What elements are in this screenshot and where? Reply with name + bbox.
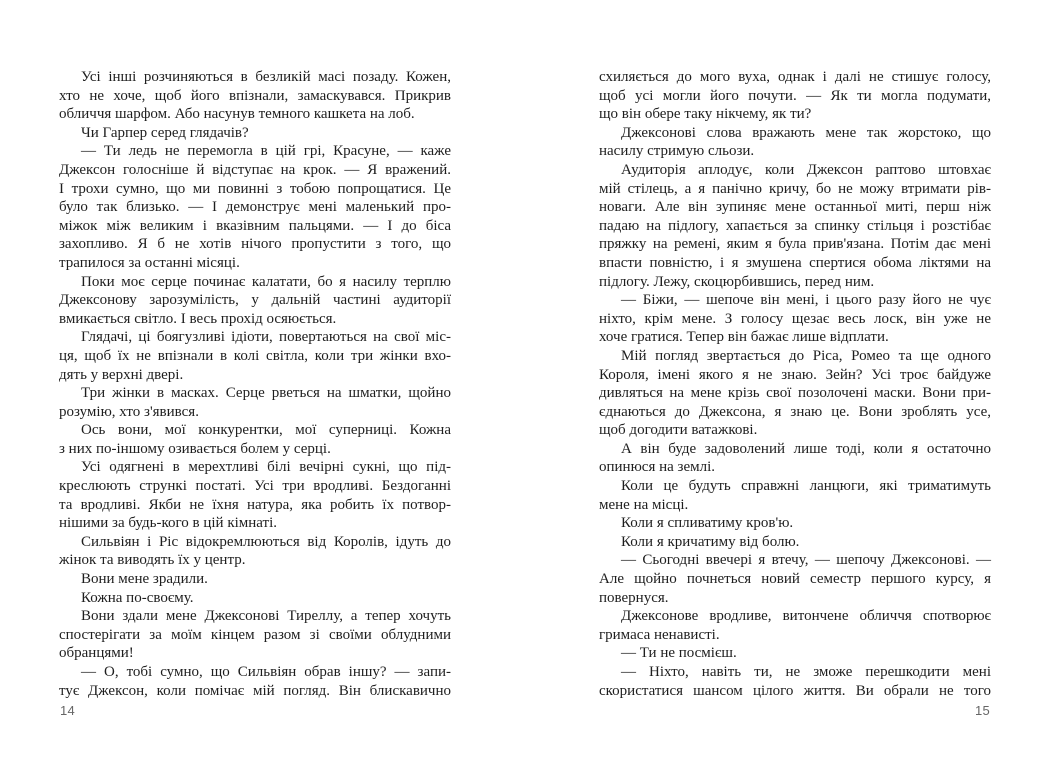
text-line: мене на місці. xyxy=(599,496,689,513)
text-line: Усі інші розчиняються в безликій масі позаду. Кожен, xyxy=(81,69,451,85)
text-line: Вони мене зрадили. xyxy=(81,571,208,588)
text-line: Сильвіян і Ріс відокремлюються від Королів, ідуть до xyxy=(81,533,451,550)
text-line: Джексонове вродливе, витончене обличчя спотворює xyxy=(621,608,991,625)
text-line: Джексон голосніше й відступає на крок. — Я вражений. xyxy=(59,161,451,178)
text-line: дять у верхні двері. xyxy=(59,366,184,383)
text-line: обличчя шарфом. Або насунув темного кашкета на лоб. xyxy=(59,106,415,123)
text-line: вмикається світло. І весь прохід осяюється. xyxy=(59,310,337,327)
text-line: хто не хоче, щоб його впізнали, замаскувався. Прикрив xyxy=(59,87,451,104)
text-line: А він буде задоволений лише тоді, коли я остаточно xyxy=(621,440,991,457)
text-line: скористатися шансом цілого життя. Ви обрали не того xyxy=(599,682,991,699)
text-line: — Біжи, — шепоче він мені, і цього разу його не чує xyxy=(621,292,991,309)
text-line: Коли я кричатиму від болю. xyxy=(621,533,800,550)
text-line: хоче гратися. Тепер він бажає лише відплати. xyxy=(599,329,889,346)
text-line: повернуся. xyxy=(599,589,669,606)
text-line: було так близько. — І демонструє мені маленький про- xyxy=(59,199,451,216)
text-line: щоб усі могли його почути. — Як ти могла подумати, xyxy=(599,87,991,104)
text-line: нішими за будь-кого в цій кімнаті. xyxy=(59,515,278,532)
right-page-text xyxy=(599,68,991,700)
left-page-text xyxy=(59,68,451,700)
text-line: — О, тобі сумно, що Сильвіян обрав іншу? — запи- xyxy=(81,664,451,680)
text-line: Але щойно почнеться новий семестр першого курсу, я xyxy=(599,571,991,588)
text-line: розумію, хто з'явився. xyxy=(59,403,199,420)
text-line: падаю на підлогу, хапається за спинку стільця і розстібає xyxy=(599,217,991,234)
text-line: Чи Гарпер серед глядачів? xyxy=(81,124,249,141)
text-line: Мій погляд звертається до Ріса, Ромео та ще одного xyxy=(621,347,991,364)
text-line: новаги. Але він зупиняє мене останньої миті, перш ніж xyxy=(599,199,991,216)
text-line: ніхто, крім мене. З голосу щезає весь лоск, він уже не xyxy=(599,310,991,327)
text-line: опинюся на землі. xyxy=(599,459,716,476)
text-line: та вродливі. Якби не їхня натура, яка робить їх потвор- xyxy=(59,496,451,513)
text-line: Коли я спливатиму кров'ю. xyxy=(621,515,794,532)
text-line: трапилося за останні місяці. xyxy=(59,254,240,271)
text-line: Ось вони, мої конкурентки, мої суперниці. Кожна xyxy=(81,422,451,439)
text-line: гримаса ненависті. xyxy=(599,626,720,643)
text-line: креслюють стрункі постаті. Усі три вродливі. Бездоганні xyxy=(59,478,451,495)
text-line: захопливо. Я б не хотів нічого пропустити з того, що xyxy=(59,236,451,253)
text-line: пряжку на ремені, яким я була прив'язана. Потім дає мені xyxy=(599,236,991,253)
text-line: Глядачі, ці боягузливі ідіоти, повертаються на свої міс- xyxy=(81,329,451,346)
text-line: Коли це будуть справжні ланцюги, які триматимуть xyxy=(621,478,991,495)
text-line: Джексонову зарозумілість, у дальній частині аудиторії xyxy=(59,292,451,309)
text-line: — Ніхто, навіть ти, не зможе перешкодити мені xyxy=(621,664,991,680)
text-line: мій стілець, а я панічно кричу, бо не можу втримати рів- xyxy=(599,180,991,197)
text-line: Аудиторія аплодує, коли Джексон раптово штовхає xyxy=(621,161,991,178)
text-line: щоб догодити ватажкові. xyxy=(599,422,758,439)
text-line: спостерігати за моїм кінцем разом зі своїми облудними xyxy=(59,626,451,643)
text-line: — Сьогодні ввечері я втечу, — шепочу Джексонові. — xyxy=(621,552,991,569)
text-line: що він обере таку нікчему, як ти? xyxy=(599,106,812,123)
text-line: тує Джексон, коли помічає мій погляд. Він блискавично xyxy=(59,682,451,699)
text-line: єднаються до Джексона, я знаю це. Вони зроблять усе, xyxy=(599,403,991,420)
text-line: міжок між великим і вказівним пальцями. — І до біса xyxy=(59,217,451,234)
text-line: підлогу. Лежу, скоцюрбившись, перед ним. xyxy=(599,273,875,290)
text-line: Кожна по-своєму. xyxy=(81,589,194,606)
text-line: ця, щоб їх не впізнали в колі світла, коли три жінки вхо- xyxy=(59,347,451,364)
text-line: насилу стримую сльози. xyxy=(599,143,755,160)
text-line: Короля, імені якого я не знаю. Зейн? Усі троє байдуже xyxy=(599,366,991,383)
right-page-number: 15 xyxy=(975,703,991,718)
text-line: схиляється до мого вуха, однак і далі не стишує голосу, xyxy=(599,69,991,85)
text-line: Три жінки в масках. Серце рветься на шматки, щойно xyxy=(81,385,451,402)
left-page-number: 14 xyxy=(60,703,76,718)
text-line: впасти повністю, і я змушена спертися обома ліктями на xyxy=(599,254,991,271)
text-line: І трохи сумно, що ми повинні з тобою попрощатися. Це xyxy=(59,180,451,197)
text-line: Джексонові слова вражають мене так жорстоко, що xyxy=(621,124,991,141)
text-line: Вони здали мене Джексонові Тиреллу, а тепер хочуть xyxy=(81,608,451,625)
text-line: — Ти ледь не перемогла в цій грі, Красуне, — каже xyxy=(81,143,451,160)
text-line: жінок та виводять їх у центр. xyxy=(59,552,246,569)
text-line: з них по-іншому озивається болем у серці. xyxy=(59,440,331,457)
text-line: Усі одягнені в мерехтливі білі вечірні сукні, що під- xyxy=(81,459,451,476)
text-line: дивляться на мене крізь свої позолочені маски. Вони при- xyxy=(599,385,991,402)
text-line: — Ти не посмієш. xyxy=(621,645,737,662)
text-line: Поки моє серце починає калатати, бо я насилу терплю xyxy=(81,273,451,290)
text-line: обранцями! xyxy=(59,645,134,662)
